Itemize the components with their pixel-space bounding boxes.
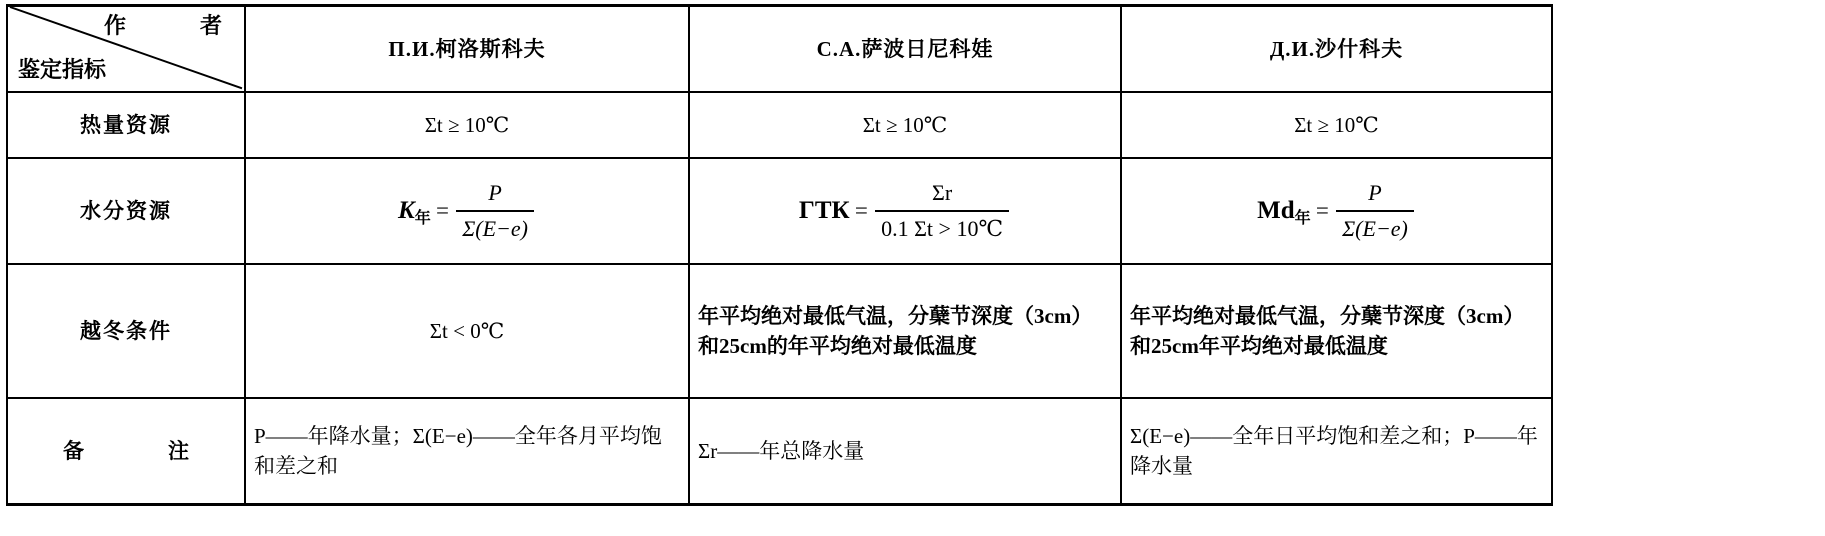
- formula-denominator-3: Σ(E−e): [1342, 216, 1408, 241]
- cell-heat-1: Σt ≥ 10℃: [245, 92, 689, 158]
- formula-lead-3: Md: [1257, 196, 1295, 224]
- comparison-table: [6, 4, 1553, 506]
- formula-fraction-3: [1336, 177, 1414, 245]
- cell-moisture-2: [689, 158, 1121, 264]
- row-label-notes: 备 注: [7, 398, 245, 505]
- table-header-row: [7, 6, 1552, 93]
- formula-equals-1: =: [435, 198, 449, 224]
- table-row: [7, 92, 1552, 158]
- header-author-label: 作 者: [103, 13, 232, 38]
- header-corner-cell: [7, 6, 245, 93]
- row-label-heat: 热量资源: [7, 92, 245, 158]
- formula-equals-3: =: [1315, 198, 1329, 224]
- formula-lead-2: ГТК: [798, 196, 850, 224]
- cell-notes-1: P——年降水量；Σ(E−e)——全年各月平均饱和差之和: [245, 398, 689, 505]
- table-row: [7, 158, 1552, 264]
- cell-heat-3: Σt ≥ 10℃: [1121, 92, 1552, 158]
- formula-denominator-2: 0.1 Σt > 10℃: [881, 216, 1004, 241]
- table-row: [7, 264, 1552, 398]
- header-column-2: С.А.萨波日尼科娃: [689, 6, 1121, 93]
- cell-notes-3: Σ(E−e)——全年日平均饱和差之和；P——年降水量: [1121, 398, 1552, 505]
- cell-moisture-1: [245, 158, 689, 264]
- row-label-moisture: 水分资源: [7, 158, 245, 264]
- cell-winter-3: 年平均绝对最低气温，分蘖节深度（3cm）和25cm年平均绝对最低温度: [1121, 264, 1552, 398]
- formula-fraction-2: [875, 177, 1009, 245]
- header-column-3: Д.И.沙什科夫: [1121, 6, 1552, 93]
- cell-winter-1: Σt < 0℃: [245, 264, 689, 398]
- cell-winter-2: 年平均绝对最低气温，分蘖节深度（3cm）和25cm的年平均绝对最低温度: [689, 264, 1121, 398]
- cell-moisture-3: [1121, 158, 1552, 264]
- formula-equals-2: =: [854, 198, 868, 224]
- formula-lead-sub-1: 年: [414, 209, 431, 227]
- formula-denominator-1: Σ(E−e): [462, 216, 528, 241]
- formula-numerator-1: P: [456, 177, 534, 212]
- header-column-1: П.И.柯洛斯科夫: [245, 6, 689, 93]
- header-index-label: 鉴定指标: [18, 57, 107, 83]
- formula-lead-1: K: [398, 196, 415, 224]
- cell-heat-2: Σt ≥ 10℃: [689, 92, 1121, 158]
- formula-numerator-3: P: [1336, 177, 1414, 212]
- formula-numerator-2: Σr: [875, 177, 1009, 212]
- table-row: [7, 398, 1552, 505]
- cell-notes-2: Σr——年总降水量: [689, 398, 1121, 505]
- formula-fraction-1: [456, 177, 534, 245]
- row-label-winter: 越冬条件: [7, 264, 245, 398]
- formula-lead-sub-3: 年: [1294, 209, 1311, 227]
